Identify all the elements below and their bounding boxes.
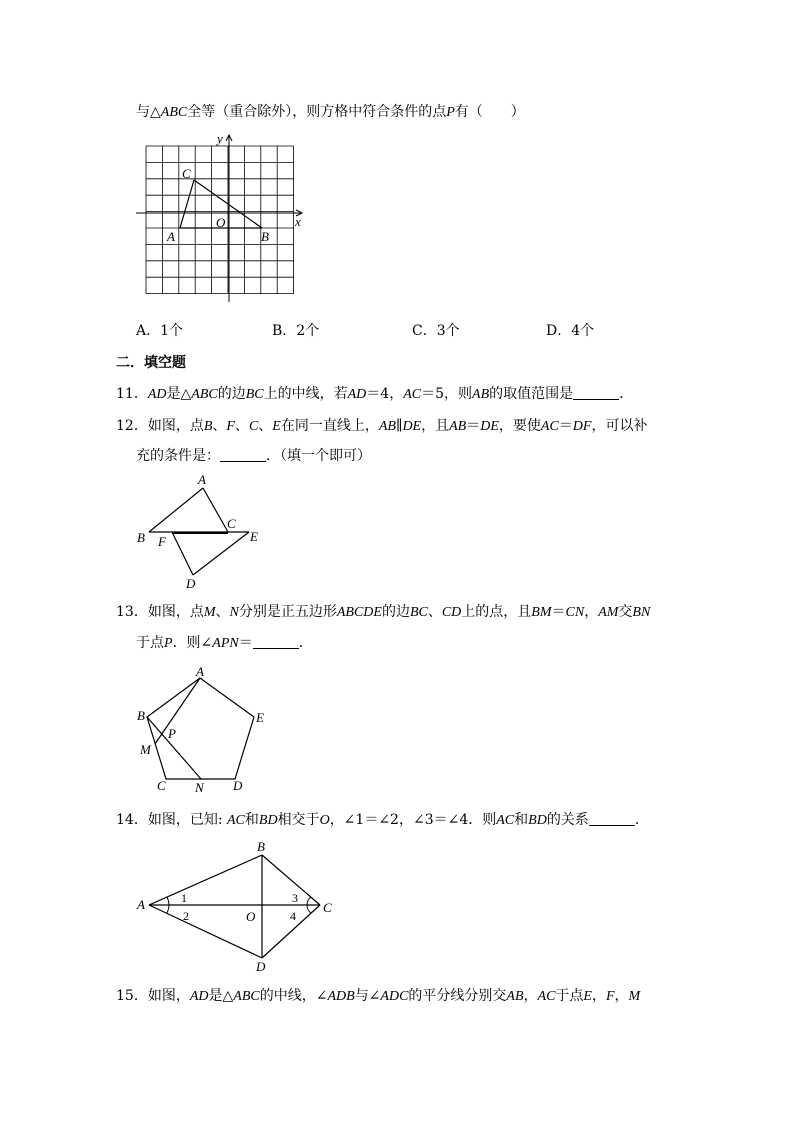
q14-label-C: C — [323, 900, 332, 915]
q12-line2: 充的条件是： ．（填一个即可） — [136, 448, 371, 464]
label-A: A — [167, 229, 175, 244]
q13-label-B: B — [137, 708, 145, 723]
q12-segment-de — [193, 532, 249, 575]
q14-angle-c — [307, 897, 311, 913]
q11-answer-blank[interactable] — [573, 385, 619, 400]
q12-answer-blank[interactable] — [220, 447, 266, 462]
q12-segment-ac — [203, 488, 228, 532]
q13-label-N: N — [195, 780, 204, 795]
q13-label-D: D — [233, 778, 243, 793]
q11-text: 11．AD是△ABC的边BC上的中线，若AD＝4，AC＝5，则AB的取值范围是 ． — [116, 386, 634, 402]
q13-answer-blank[interactable] — [253, 634, 299, 649]
q13-pentagon — [147, 678, 254, 779]
label-y: y — [217, 131, 223, 146]
label-C: C — [182, 166, 191, 181]
q14-label-O: O — [246, 909, 256, 924]
q14-label-D: D — [256, 959, 266, 974]
q14-answer-blank[interactable] — [589, 811, 635, 826]
q10-option-b[interactable]: B．2个 — [272, 323, 320, 339]
q10-option-a[interactable]: A．1个 — [136, 323, 184, 339]
q10-option-d[interactable]: D．4个 — [546, 323, 595, 339]
q13-line2: 于点P．则∠APN＝ ． — [136, 635, 313, 651]
q12-segment-fd — [172, 532, 193, 575]
q13-label-E: E — [256, 710, 264, 725]
q14-label-B: B — [257, 839, 265, 854]
label-x: x — [295, 214, 301, 229]
q13-label-M: M — [140, 742, 151, 757]
q10-stem: 与△ABC全等（重合除外），则方格中符合条件的点P有（ ） — [136, 104, 525, 120]
section-title: 二．填空题 — [116, 355, 186, 371]
y-axis-arrow — [226, 135, 232, 141]
q12-segment-ba — [149, 488, 203, 532]
q13-label-C: C — [157, 778, 166, 793]
q12-label-C: C — [227, 516, 236, 531]
q12-label-D: D — [186, 576, 196, 591]
axes — [136, 135, 302, 302]
q14-segment-cd — [262, 905, 320, 958]
grid-lines — [146, 146, 294, 294]
q12-label-E: E — [250, 529, 258, 544]
q15-text: 15．如图，AD是△ABC的中线，∠ADB与∠ADC的平分线分别交AB，AC于点E，F，M — [116, 988, 641, 1004]
q12-label-F: F — [158, 534, 166, 549]
q14-label-1: 1 — [181, 891, 187, 905]
q10-option-c[interactable]: C．3个 — [412, 323, 460, 339]
q14-label-2: 2 — [183, 909, 189, 923]
q12-line1: 12．如图，点B、F、C、E在同一直线上，AB∥DE，且AB＝DE，要使AC＝DF，可以补 — [116, 418, 648, 434]
q14-segment-bc — [262, 855, 320, 905]
label-O: O — [216, 215, 226, 230]
q14-label-3: 3 — [292, 891, 298, 905]
q13-label-A: A — [196, 664, 204, 679]
triangle-abc — [180, 180, 262, 228]
q14-segment-da — [149, 905, 262, 958]
q14-label-A: A — [137, 897, 145, 912]
q13-line1: 13．如图，点M、N分别是正五边形ABCDE的边BC、CD上的点，且BM＝CN，AM交BN — [116, 604, 651, 620]
q12-label-B: B — [137, 530, 145, 545]
q12-label-A: A — [198, 472, 206, 487]
q13-label-P: P — [168, 726, 176, 741]
x-axis-arrow — [296, 210, 302, 216]
label-B: B — [261, 229, 269, 244]
q14-label-4: 4 — [290, 909, 296, 923]
q14-segment-ab — [149, 855, 262, 905]
q14-angle-a — [167, 897, 169, 913]
q13-segment-am — [155, 678, 200, 744]
q13-segment-bn — [147, 717, 201, 779]
q14-text: 14．如图，已知: AC和BD相交于O，∠1＝∠2，∠3＝∠4．则AC和BD的关系 ． — [116, 812, 649, 828]
